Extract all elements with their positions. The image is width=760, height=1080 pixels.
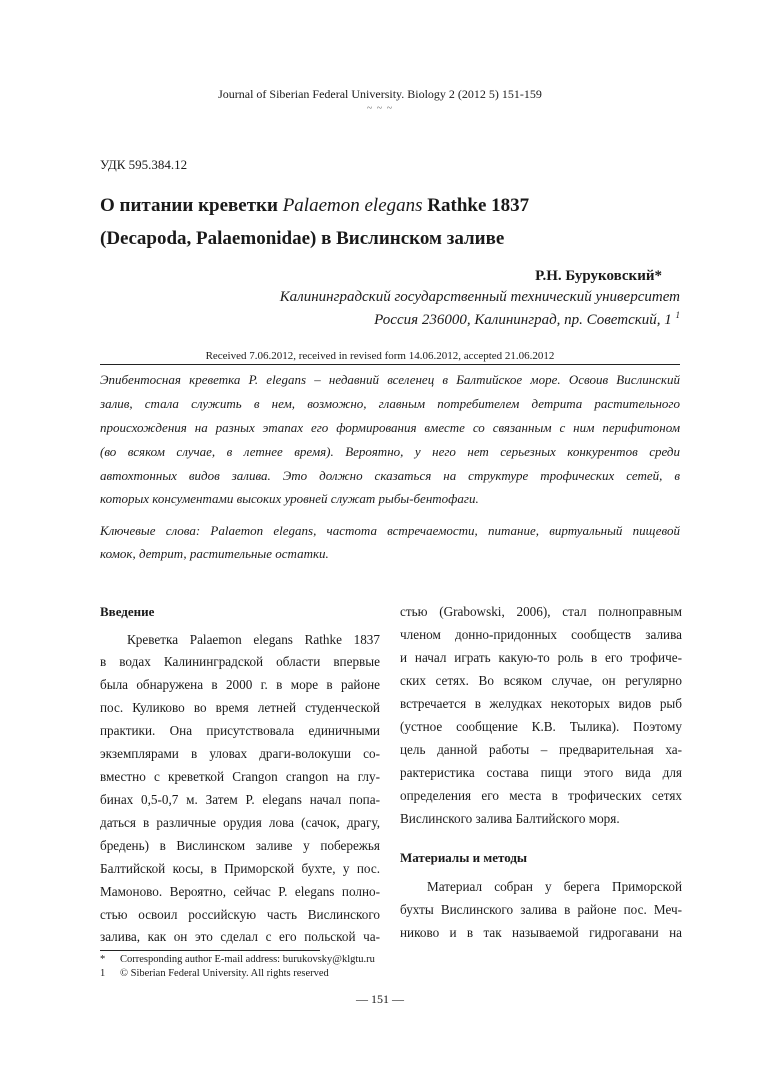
body-line: и начал играть какую-то роль в его трофиче- [400, 650, 682, 665]
title-species-name: Palaemon elegans [282, 195, 423, 216]
abstract-line: происхождения на разных этапах его формирования вместе со связанным с ним перифитоном [100, 420, 680, 435]
author-name: Р.Н. Буруковский* [535, 268, 662, 284]
body-line: ских сетях. Во всяком случае, он регулярно [400, 673, 682, 688]
body-line: залива, как он это сделал с его польской ча- [100, 929, 380, 944]
body-line: пос. Куликово во время летней студенческой [100, 700, 380, 715]
section-heading-introduction: Введение [100, 604, 155, 619]
body-line: Креветка Palaemon elegans Rathke 1837 [127, 632, 380, 647]
keywords-line: Ключевые слова: Palaemon elegans, частота встречаемости, питание, виртуальный пищевой [100, 523, 680, 538]
body-line: бухты Вислинского залива в районе пос. Меч- [400, 902, 682, 917]
page-number: ― 151 ― [356, 992, 404, 1006]
abstract-line: залив, стала служить в нем, возможно, главным потребителем детрита растительного [100, 396, 680, 411]
body-line: стью освоил российскую часть Вислинского [100, 907, 380, 922]
footnote-text: Corresponding author E-mail address: burukovsky@klgtu.ru [120, 954, 375, 965]
body-line: Мамоново. Вероятно, сейчас P. elegans полно- [100, 884, 380, 899]
affiliation-line-1: Калининградский государственный технический университет [279, 289, 680, 305]
keywords-line: комок, детрит, растительные остатки. [100, 546, 329, 561]
body-line: стью (Grabowski, 2006), стал полноправным [400, 604, 682, 619]
footnote-copyright [100, 968, 329, 979]
header-ornament: ~ ~ ~ [366, 103, 394, 114]
footnote-divider [100, 950, 320, 951]
affiliation-address: Россия 236000, Калининград, пр. Советский, 1 [374, 312, 676, 328]
article-title-line-1 [100, 195, 529, 217]
abstract-line: Эпибентосная креветка P. elegans – недавний вселенец в Балтийское море. Освоив Вислинский [100, 372, 680, 387]
body-line: даться в различные орудия лова (сачок, драгу, [100, 815, 380, 830]
header-divider [100, 364, 680, 365]
abstract-line: автохтонных видов залива. Это должно сказаться на структуре трофических сетей, в [100, 468, 680, 483]
body-line: членом донно-придонных сообществ залива [400, 627, 682, 642]
footnote-text: © Siberian Federal University. All rights reserved [120, 968, 329, 979]
footnote-mark: 1 [100, 968, 106, 979]
body-line: была обнаружена в 2000 г. в море в районе [100, 677, 380, 692]
body-line: вместно с креветкой Crangon crangon на глу- [100, 769, 380, 784]
abstract-line: (во всяком случае, в летнее время). Вероятно, у него нет серьезных конкурентов среди [100, 444, 680, 459]
body-line: Вислинского залива Балтийского моря. [400, 811, 620, 826]
body-line: Материал собран у берега Приморской [427, 879, 682, 894]
body-line: в водах Калининградской области впервые [100, 654, 380, 669]
received-dates: Received 7.06.2012, received in revised form 14.06.2012, accepted 21.06.2012 [205, 350, 555, 362]
footnote-mark: * [100, 954, 106, 965]
article-title-line-2: (Decapoda, Palaemonidae) в Вислинском заливе [100, 228, 505, 249]
section-heading-methods: Материалы и методы [400, 850, 528, 865]
body-line: практики. Она присутствовала единичными [100, 723, 380, 738]
footnote-corresponding-author [100, 954, 375, 965]
body-line: (устное сообщение К.В. Тылика). Поэтому [400, 719, 682, 734]
affiliation-line-2 [374, 310, 680, 329]
journal-header: Journal of Siberian Federal University. Biology 2 (2012 5) 151-159 [218, 87, 542, 101]
body-line: встречается в желудках некоторых видов рыб [400, 696, 682, 711]
body-line: рактеристика состава пищи этого вида для [400, 765, 682, 780]
udc-code: УДК 595.384.12 [100, 157, 188, 172]
footnote-ref: 1 [675, 310, 680, 320]
title-text: О питании креветки [100, 195, 283, 216]
body-line: экземплярами в уловах драги-волокуши со- [100, 746, 380, 761]
body-line: бредень) в Вислинском заливе у побережья [100, 838, 380, 853]
body-line: никово и в так называемой гидрогавани на [400, 925, 682, 940]
title-text: Rathke 1837 [422, 195, 530, 216]
abstract-line: которых консументами высоких уровней служат рыбы-бентофаги. [100, 491, 479, 506]
body-line: определения его места в трофических сетях [400, 788, 682, 803]
body-line: бинах 0,5-0,7 м. Затем P. elegans начал попа- [100, 792, 380, 807]
body-line: Балтийской косы, в Приморской бухте, у пос. [100, 861, 380, 876]
body-line: цель данной работы – предварительная ха- [400, 742, 682, 757]
